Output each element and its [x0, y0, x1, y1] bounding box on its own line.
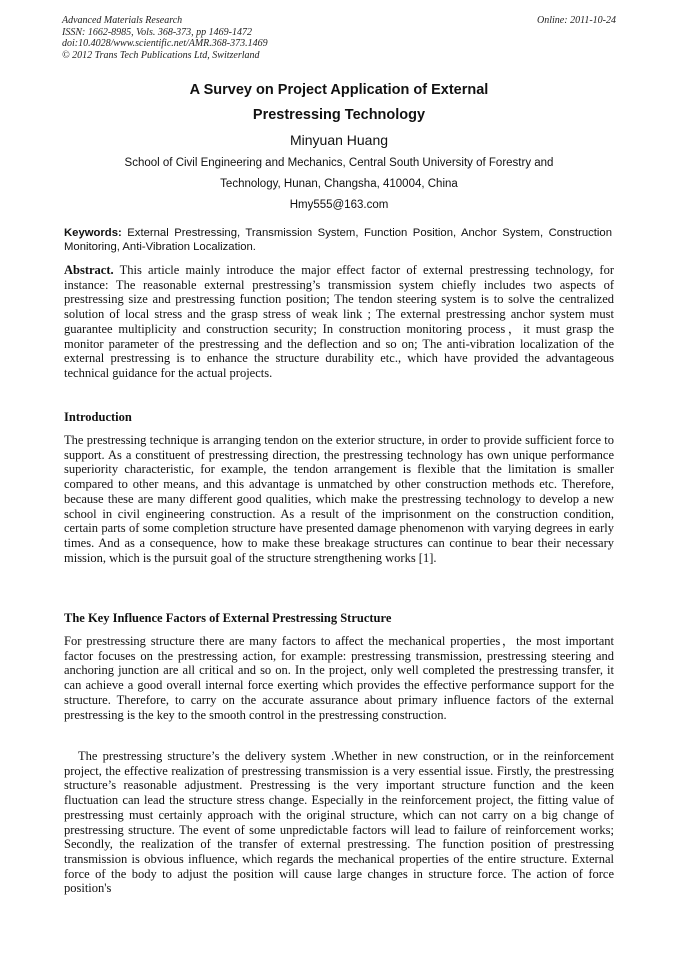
key-factors-heading: The Key Influence Factors of External Prestressing Structure: [64, 611, 392, 625]
author-name: Minyuan Huang: [289, 132, 389, 148]
introduction-heading: Introduction: [64, 410, 132, 424]
keywords-label: Keywords:: [64, 227, 122, 239]
key-factors-paragraph-1: For prestressing structure there are many factors to affect the mechanical properties，the most important factor focuses on the prestressing action, for example: prestressing transmission, prestressing steering and anchoring junction are all critical and so on. In the project, only well completed the prestressing transfer, it can achieve a good overall internal force exerting which provides the effective performance support for the structure. Therefore, to carry on the accurate assurance about primary influence factors of the external prestressing is the key to the smooth control in the prestressing construction.: [64, 634, 614, 722]
journal-header: [62, 15, 616, 61]
paper-title-line-1: A Survey on Project Application of External: [189, 82, 489, 98]
doi-line: doi:10.4028/www.scientific.net/AMR.368-373.1469: [62, 38, 268, 49]
keywords-text: External Prestressing, Transmission System, Function Position, Anchor System, Construction Monitoring, Anti-Vibration Localization.: [64, 227, 612, 253]
copyright-line: © 2012 Trans Tech Publications Ltd, Switzerland: [62, 49, 260, 61]
abstract-text: This article mainly introduce the major effect factor of external prestressing technology, for instance: The reasonable external prestressing’s transmission system chiefly includes two aspects of prestressing size and prestressing function position; The tendon steering system is to solve the centralized solution of local stress and the grasp stress of weak link ; The external prestressing anchor system must guarantee multiplicity and construction security; In construction monitoring process，it must grasp the monitor parameter of the prestressing and the deflection and so on; The anti-vibration localization of the external prestressing is to enhance the structure durability etc., which have provided the advantageous technical guidance for the actual projects.: [64, 263, 614, 380]
abstract: [64, 263, 614, 381]
issn-line: ISSN: 1662-8985, Vols. 368-373, pp 1469-1472: [62, 26, 252, 38]
introduction-text: The prestressing technique is arranging tendon on the exterior structure, in order to provide sufficient force to support. As a constituent of prestressing direction, the prestressing technology has own unique performance superiority characteristic, for example, the tendon arrangement is flexible that the limitation is smaller compared to other means, and this advantage is unmatched by other construction methods etc. Therefore, because these are many different good qualities, which make the prestressing technology to develop a new school in civil engineering construction. As a result of the imprisonment on the construction condition, certain parts of some completion structure have presented damage phenomenon with varying degrees in early times. And as a consequence, how to make these breakage structures can continue to bear their necessary mission, which is the pursuit goal of the structure strengthening works [1].: [64, 433, 614, 565]
keywords: [64, 226, 612, 254]
abstract-label: Abstract.: [64, 263, 114, 277]
paper-title-line-2: Prestressing Technology: [252, 107, 426, 123]
affiliation-line-2: Technology, Hunan, Changsha, 410004, China: [220, 178, 458, 190]
journal-name: Advanced Materials Research: [62, 15, 183, 26]
affiliation-line-1: School of Civil Engineering and Mechanics, Central South University of Forestry and: [124, 157, 554, 169]
author-email: Hmy555@163.com: [289, 199, 389, 211]
online-date: Online: 2011-10-24: [537, 15, 616, 26]
key-factors-paragraph-2: The prestressing structure’s the delivery system .Whether in new construction, or in the reinforcement project, the effective realization of prestressing transmission is a very essential issue. Firstly, the prestressing structure’s reasonable adjustment. Prestressing is the very important structure function and the keen fluctuation can lead the structure stress change. Especially in the reinforcement project, the fitting value of prestressing must certainly approach with the original structure, which can not carry on a big change of prestressing structure. The event of some unpredictable factors will lead to failure of reinforcement works; Secondly, the realization of the transfer of external prestressing. The function position of prestressing transmission is obvious influence, which regards the mechanical properties of the entire structure. External force of the body to adjust the position will cause large changes in structure force. The action of force position's: [64, 749, 614, 896]
